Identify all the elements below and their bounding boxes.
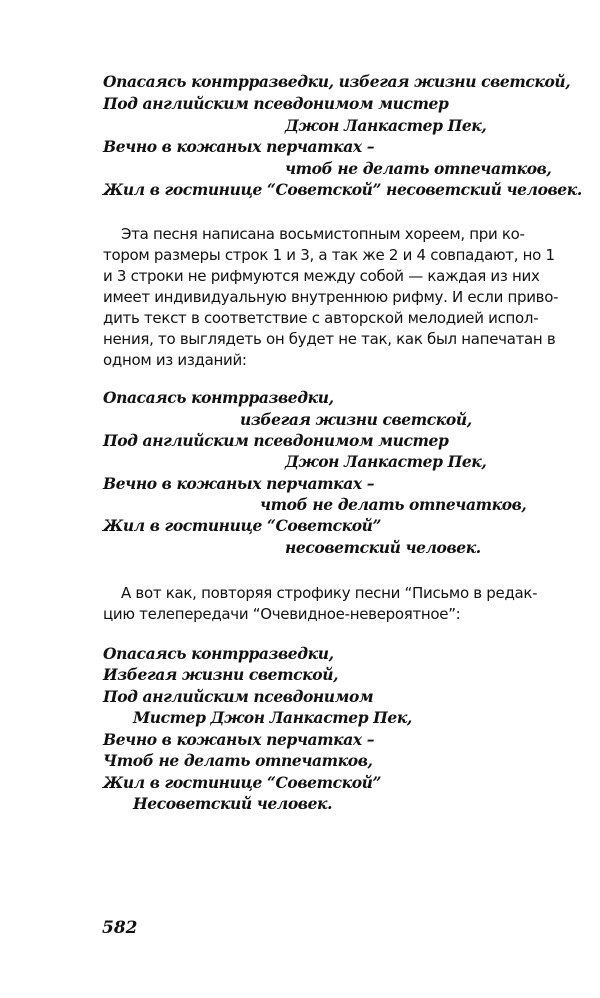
poem-line: Вечно в кожаных перчатках – (103, 730, 375, 749)
poem-line: Жил в гостинице “Советской” (103, 516, 382, 535)
poem-line: Опасаясь контрразведки, избегая жизни светской, (103, 72, 571, 91)
paragraph-line: дить текст в соответствие с авторской мелодией испол- (103, 309, 539, 327)
poem-line: Избегая жизни светской, (103, 665, 339, 684)
paragraph-line: нения, то выглядеть он будет не так, как был напечатан в (103, 330, 556, 348)
paragraph-line: одном из изданий: (103, 351, 247, 369)
paragraph-line: тором размеры строк 1 и 3, а так же 2 и 4 совпадают, но 1 (103, 246, 555, 264)
poem-line: несоветский человек. (285, 538, 481, 557)
poem-line: Жил в гостинице “Советской” несоветский человек. (103, 180, 582, 199)
poem-line: Несоветский человек. (133, 794, 333, 813)
poem-line: Вечно в кожаных перчатках – (103, 474, 375, 493)
poem-line: Опасаясь контрразведки, (103, 644, 334, 663)
poem-line: Под английским псевдонимом (103, 687, 374, 706)
paragraph-line: имеет индивидуальную внутреннюю рифму. И если приво- (103, 288, 559, 306)
poem-line: Жил в гостинице “Советской” (103, 773, 382, 792)
poem-line: Вечно в кожаных перчатках – (103, 137, 375, 156)
poem-line: Под английским псевдонимом мистер (103, 431, 449, 450)
poem-line: Джон Ланкастер Пек, (285, 452, 487, 471)
paragraph-line: и 3 строки не рифмуются между собой — каждая из них (103, 267, 540, 285)
poem-line: чтоб не делать отпечатков, (260, 495, 527, 514)
paragraph-line: цию телепередачи “Очевидное-невероятное”: (103, 605, 461, 623)
poem-line: чтоб не делать отпечатков, (285, 159, 552, 178)
poem-line: Чтоб не делать отпечатков, (103, 751, 373, 770)
poem-line: Мистер Джон Ланкастер Пек, (133, 708, 412, 727)
page-number: 582 (102, 918, 138, 938)
paragraph-line: А вот как, повторяя строфику песни “Письмо в редак- (121, 584, 538, 602)
paragraph-line: Эта песня написана восьмистопным хореем, при ко- (121, 225, 525, 243)
poem-line: Джон Ланкастер Пек, (285, 116, 487, 135)
poem-line: Опасаясь контрразведки, (103, 388, 334, 407)
poem-line: избегая жизни светской, (240, 410, 472, 429)
poem-line: Под английским псевдонимом мистер (103, 94, 449, 113)
